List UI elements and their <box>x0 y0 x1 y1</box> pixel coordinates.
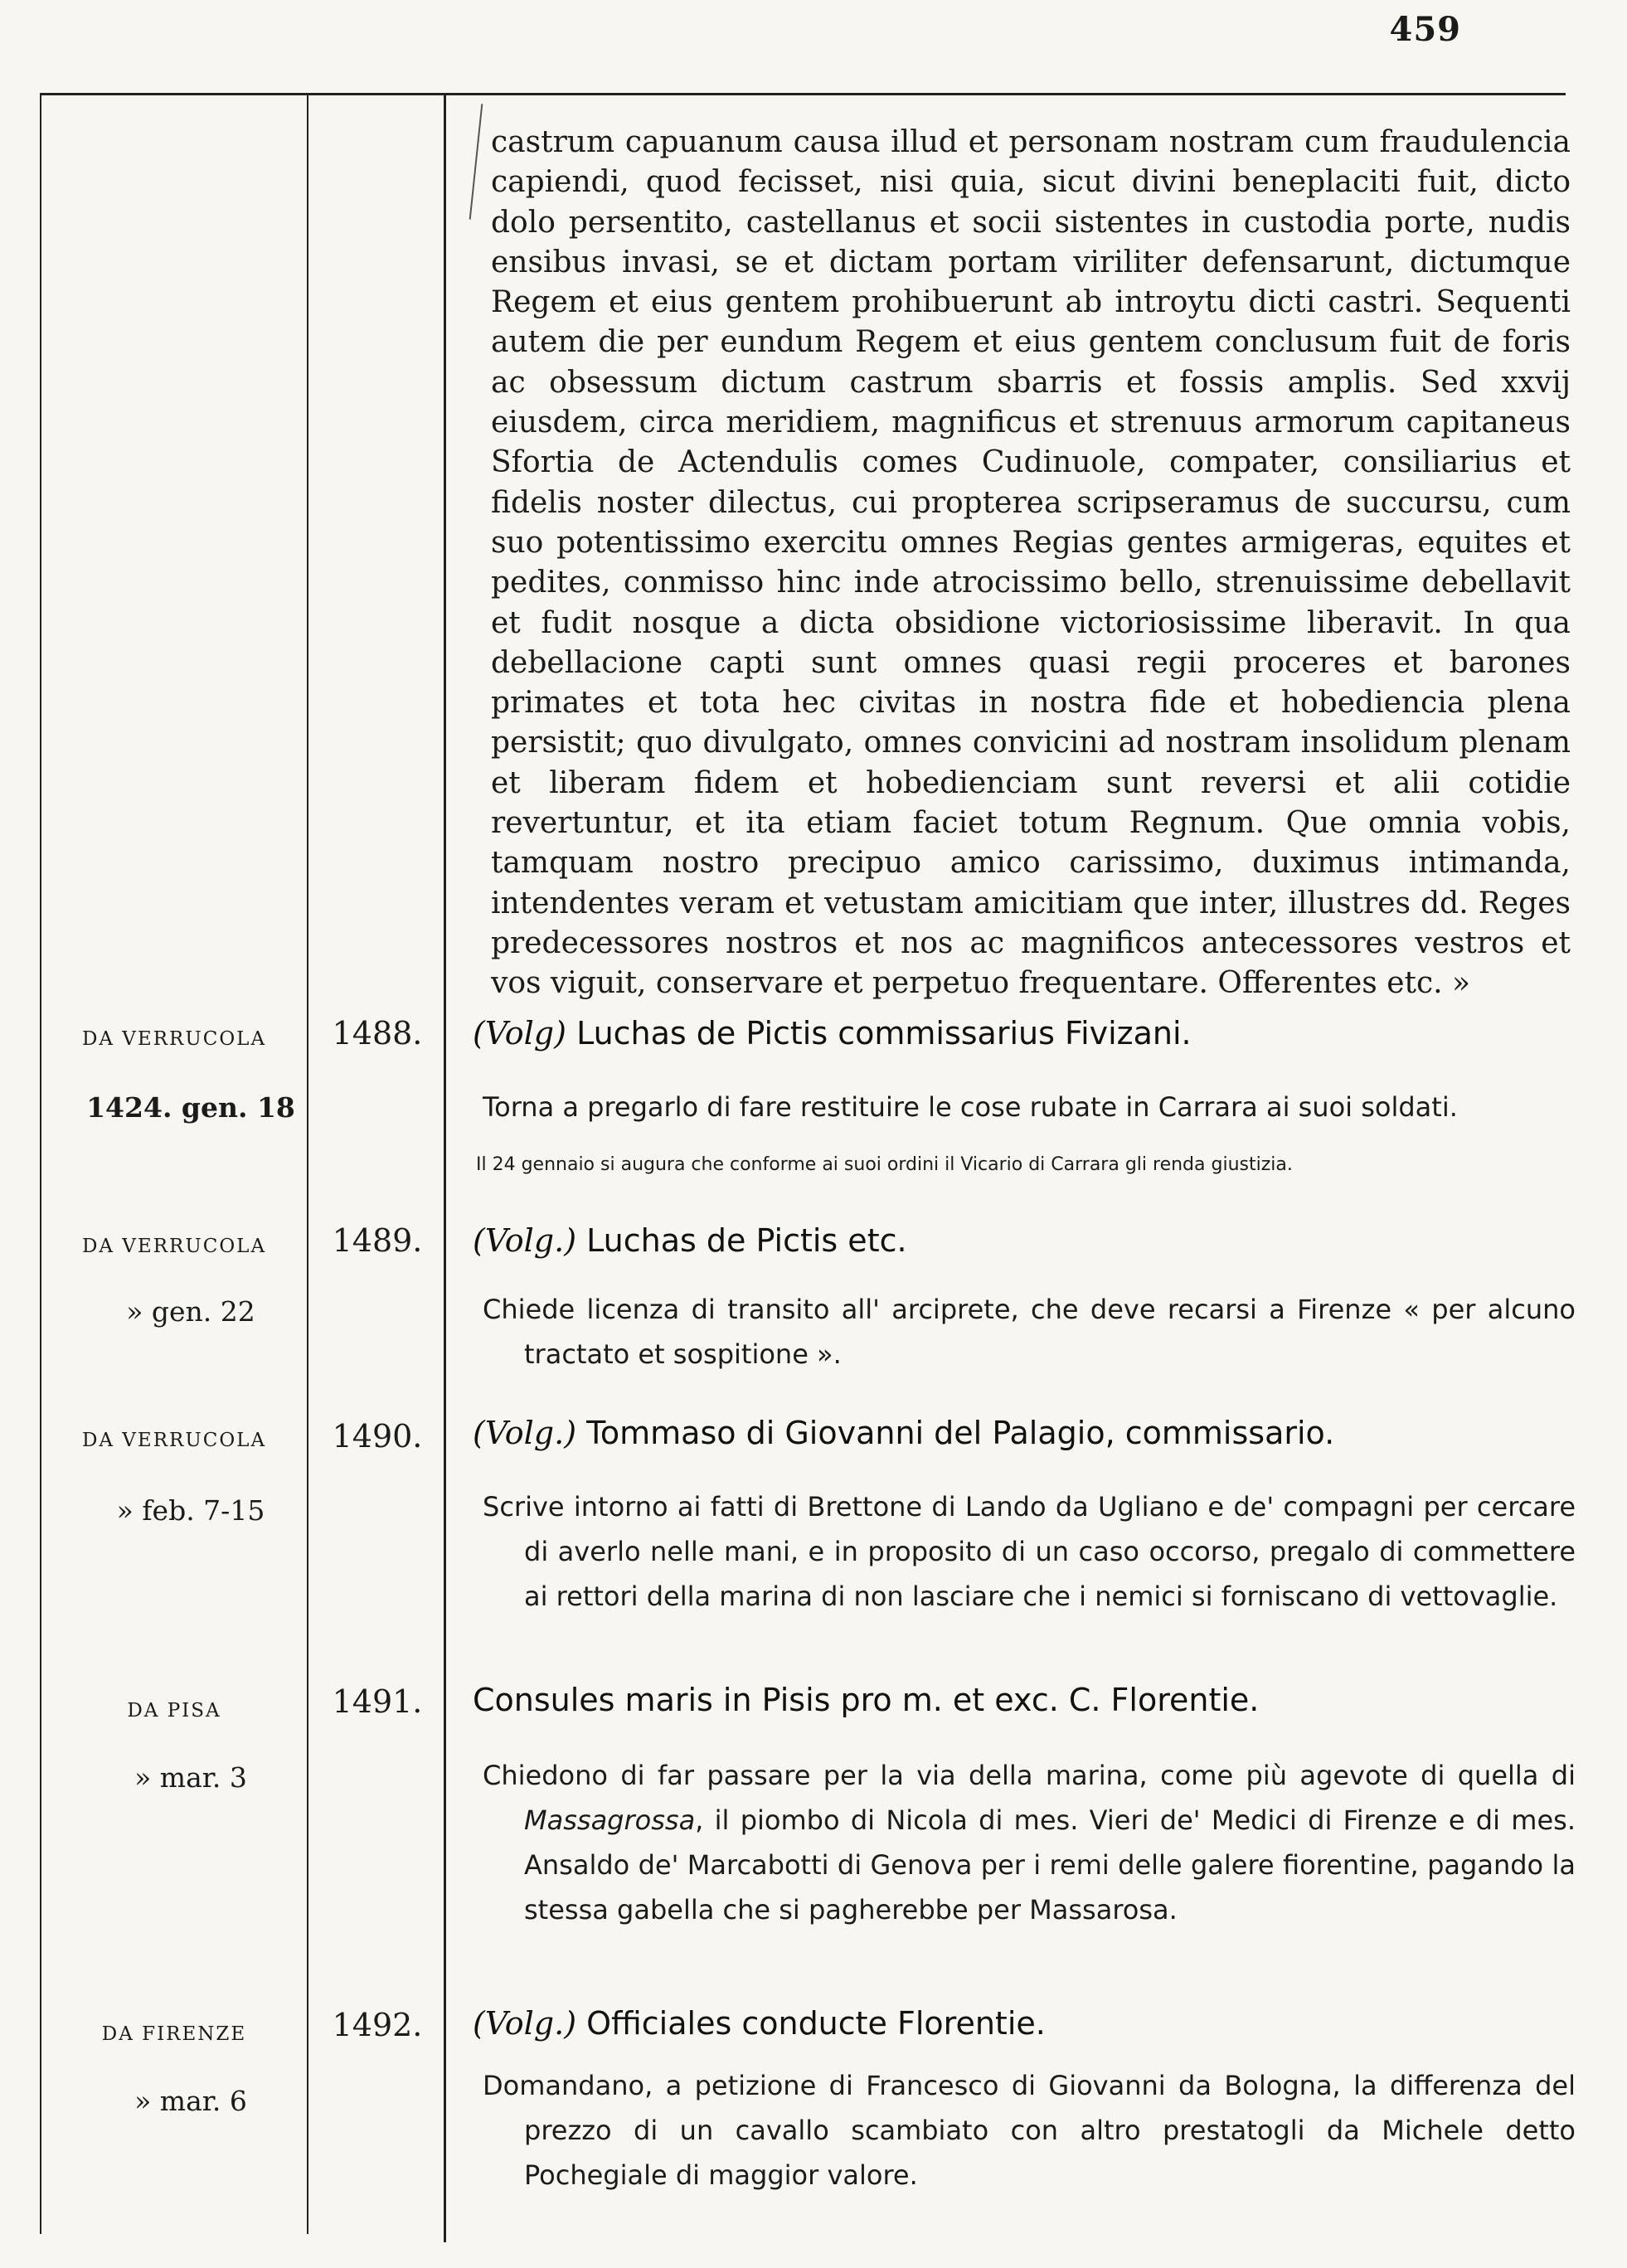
entry-summary-text <box>483 1753 1576 1932</box>
entry-number: 1490. <box>332 1418 423 1455</box>
date-column-rule <box>307 95 308 2234</box>
entry-origin: DA VERRUCOLA <box>81 1028 267 1050</box>
entry-heading-tag: (Volg.) <box>473 1415 577 1451</box>
entry-summary <box>483 2063 1576 2198</box>
entry-origin: DA PISA <box>127 1700 221 1722</box>
entry-summary-text: Domandano, a petizione di Francesco di Giovanni da Bologna, la differenza del prezzo di un cavallo scambiato con altro prestatogli da Michele detto Pochegiale di maggior valore. <box>483 2070 1576 2191</box>
continuation-text: castrum capuanum causa illud et personam nostram cum fraudulencia capiendi, quod fecisset, nisi quia, sicut divini beneplaciti fuit, dicto dolo persentito, castellanus et socii sistentes in custodia porte, nudis ensibus invasi, se et dictam portam viriliter defensarunt, dictumque Regem et eius gentem prohibuerunt ab introytu dicti castri. Sequenti autem die per eundum Regem et eius gentem conclusum fuit de foris ac obsessum dictum castrum sbarris et fossis amplis. Sed xxvij eiusdem, circa meridiem, magnificus et strenuus armorum capitaneus Sfortia de Actendulis comes Cudinuole, compater, consiliarius et fidelis noster dilectus, cui propterea scripseramus de succursu, cum suo potentissimo exercitu omnes Regias gentes armigeras, equites et pedites, conmisso hinc inde atrocissimo bello, strenuissime debellavit et fudit nosque a dicta obsidione victoriosissime liberavit. In qua debellacione capti sunt omnes quasi regii proceres et barones primates et tota hec civitas in nostra fide et hobediencia plena persistit; quo divulgato, omnes convicini ad nostram insolidum plenam et liberam fidem et hobedienciam sunt reversi et alii cotidie revertuntur, et ita etiam faciet totum Regnum. Que omnia vobis, tamquam nostro precipuo amico carissimo, duximus intimanda, intendentes veram et vetustam amicitiam que inter, illustres dd. Reges predecessores nostros et nos ac magnificos antecessores vestros et vos viguit, conservare et perpetuo frequentare. Offerentes etc. » <box>491 125 1571 1001</box>
entry-summary: Torna a pregarlo di fare restituire le cose rubate in Carrara ai suoi soldati. <box>483 1091 1458 1123</box>
entry-summary <box>483 1484 1576 1619</box>
entry-date: » mar. 6 <box>134 2085 247 2117</box>
number-column-rule <box>444 95 446 2242</box>
entry-date: » feb. 7-15 <box>116 1494 265 1527</box>
entry-origin: DA VERRUCOLA <box>81 1430 267 1451</box>
entry-summary <box>483 1287 1576 1377</box>
margin-stroke <box>469 104 483 219</box>
entry-number: 1491. <box>332 1683 423 1720</box>
entry-date: » mar. 3 <box>134 1761 247 1794</box>
entry-number: 1488. <box>332 1015 423 1051</box>
entry-heading <box>473 1415 1576 1451</box>
entry-heading-tag: (Volg.) <box>473 2005 577 2042</box>
page-number: 459 <box>1389 10 1461 49</box>
entry-note: Il 24 gennaio si augura che conforme ai suoi ordini il Vicario di Carrara gli renda giustizia. <box>476 1154 1293 1175</box>
entry-origin: DA FIRENZE <box>101 2023 247 2045</box>
entry-summary <box>483 1753 1576 1932</box>
entry-heading-text: Tommaso di Giovanni del Palagio, commissario. <box>586 1415 1335 1451</box>
entry-date: 1424. gen. 18 <box>86 1091 295 1124</box>
entry-number: 1492. <box>332 2007 423 2043</box>
entry-heading-text: Luchas de Pictis etc. <box>586 1222 907 1259</box>
continuation-block <box>491 123 1571 1004</box>
entry-summary-part: , il piombo di Nicola di mes. Vieri de' Medici di Firenze e di mes. Ansaldo de' Marcabotti di Genova per i remi delle galere fiorentine, pagando la stessa gabella che si pagherebbe per Massarosa. <box>524 1804 1576 1926</box>
entry-heading <box>473 2005 1576 2042</box>
entry-number: 1489. <box>332 1222 423 1259</box>
entry-heading-text: Officiales conducte Florentie. <box>586 2005 1046 2042</box>
place-name: Massagrossa <box>524 1804 696 1836</box>
entry-heading-text: Luchas de Pictis commissarius Fivizani. <box>576 1015 1192 1051</box>
entry-summary-text: Scrive intorno ai fatti di Brettone di Lando da Ugliano e de' compagni per cercare di averlo nelle mani, e in proposito di un caso occorso, pregalo di commettere ai rettori della marina di non lasciare che i nemici si forniscano di vettovaglie. <box>483 1491 1576 1612</box>
entry-summary-part: Chiedono di far passare per la via della marina, come più agevote di quella di <box>483 1760 1576 1791</box>
entry-origin: DA VERRUCOLA <box>81 1236 267 1257</box>
entry-heading <box>473 1682 1576 1718</box>
entry-heading-tag: (Volg.) <box>473 1222 577 1259</box>
left-column-rule <box>40 95 41 2234</box>
top-rule <box>40 93 1566 95</box>
entry-heading-tag: (Volg) <box>473 1015 566 1051</box>
entry-heading <box>473 1222 1576 1259</box>
entry-date: » gen. 22 <box>126 1295 255 1328</box>
entry-heading-text: Consules maris in Pisis pro m. et exc. C. Florentie. <box>473 1682 1260 1718</box>
entry-heading <box>473 1015 1576 1051</box>
entry-summary-text: Chiede licenza di transito all' arciprete, che deve recarsi a Firenze « per alcuno tractato et sospitione ». <box>483 1294 1576 1370</box>
